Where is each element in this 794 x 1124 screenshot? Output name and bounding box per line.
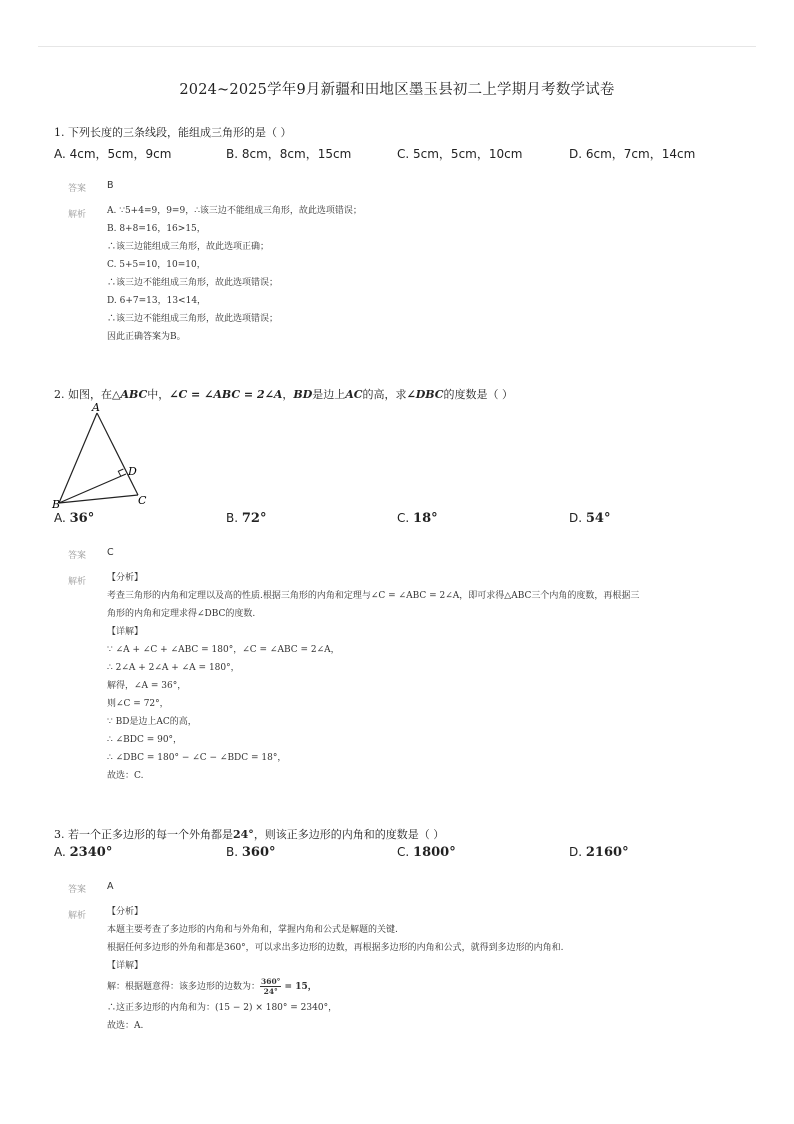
analysis-line: 则∠C = 72°，	[107, 699, 169, 709]
analysis-line-fraction: 解：根据题意得：该多边形的边数为： $\frac{360^\circ}{24^\circ}$ = 15，	[107, 977, 317, 996]
analysis-line: 本题主要考查了多边形的内角和与外角和，掌握内角和公式是解题的关键.	[107, 925, 398, 935]
analysis-line: 故选：A.	[107, 1021, 144, 1031]
analysis-line: ∴该三边能组成三角形，故此选项正确；	[107, 242, 270, 252]
q2-analysis-label: 解析	[68, 577, 87, 587]
analysis-line: ∴该三边不能组成三角形，故此选项错误；	[107, 278, 279, 288]
analysis-line: ∴ ∠BDC = 90°，	[107, 735, 183, 745]
q1-option-b[interactable]: B. 8cm，8cm，15cm	[226, 147, 352, 161]
q1-stem: 1. 下列长度的三条线段，能组成三角形的是（ ）	[54, 126, 292, 139]
q3-options	[54, 845, 754, 863]
analysis-line: 解得，∠A = 36°，	[107, 681, 187, 691]
q2-option-a[interactable]: A. 36°	[54, 511, 95, 526]
q2-option-c[interactable]: C. 18°	[397, 511, 438, 526]
q1-analysis-label: 解析	[68, 210, 87, 220]
analysis-line: D. 6+7=13，13<14，	[107, 296, 207, 306]
analysis-line: ∴ ∠DBC = 180° − ∠C − ∠BDC = 18°，	[107, 753, 287, 763]
q3-answer-value: A	[107, 881, 114, 892]
q2-answer-value: C	[107, 547, 114, 558]
q2-option-d[interactable]: D. 54°	[569, 511, 611, 526]
analysis-line: 【分析】	[107, 907, 144, 917]
vertex-label-d: D	[128, 465, 137, 478]
analysis-line: 根据任何多边形的外角和都是360°，可以求出多边形的边数，再根据多边形的内角和公式，就得到多边形的内角和.	[107, 943, 564, 953]
analysis-line: ∴这正多边形的内角和为：(15 − 2) × 180° = 2340°，	[107, 1003, 338, 1013]
side-ac	[97, 413, 138, 495]
q2-options	[54, 511, 754, 529]
q3-stem: 3. 若一个正多边形的每一个外角都是24°，则该正多边形的内角和的度数是（ ）	[54, 828, 445, 841]
q1-analysis	[107, 202, 362, 346]
analysis-line: 角形的内角和定理求得∠DBC的度数.	[107, 609, 256, 619]
analysis-line: 考查三角形的内角和定理以及高的性质.根据三角形的内角和定理与∠C = ∠ABC = 2∠A，即可求得△ABC三个内角的度数，再根据三	[107, 591, 640, 601]
vertex-label-c: C	[138, 494, 147, 507]
analysis-line: B. 8+8=16，16>15，	[107, 224, 206, 234]
q3-option-d[interactable]: D. 2160°	[569, 845, 629, 860]
analysis-line: ∴该三边不能组成三角形，故此选项错误；	[107, 314, 279, 324]
top-divider	[38, 46, 756, 47]
vertex-label-b: B	[52, 498, 61, 511]
page-title: 2024~2025学年9月新疆和田地区墨玉县初二上学期月考数学试卷	[179, 82, 615, 98]
q2-option-b[interactable]: B. 72°	[226, 511, 267, 526]
q3-analysis-label: 解析	[68, 911, 87, 921]
q3-option-c[interactable]: C. 1800°	[397, 845, 456, 860]
q1-option-c[interactable]: C. 5cm，5cm，10cm	[397, 147, 523, 161]
vertex-label-a: A	[92, 401, 100, 414]
side-bc	[59, 495, 138, 503]
q1-options	[54, 145, 754, 163]
analysis-line: 【详解】	[107, 627, 144, 637]
q2-stem: 2. 如图，在△ABC中，∠C = ∠ABC = 2∠A，BD是边上AC的高，求∠DBC的度数是（ ）	[54, 388, 514, 401]
q3-option-b[interactable]: B. 360°	[226, 845, 276, 860]
analysis-line: 【详解】	[107, 961, 144, 971]
q1-answer-label: 答案	[68, 184, 87, 194]
q3-option-a[interactable]: A. 2340°	[54, 845, 113, 860]
q2-answer-label: 答案	[68, 551, 87, 561]
q2-analysis	[107, 569, 639, 785]
q1-answer-value: B	[107, 180, 114, 191]
fraction: $\frac{360^\circ}{24^\circ}$	[261, 977, 281, 996]
analysis-line: C. 5+5=10，10=10，	[107, 260, 206, 270]
q1-option-d[interactable]: D. 6cm，7cm，14cm	[569, 147, 696, 161]
q3-answer-label: 答案	[68, 885, 87, 895]
analysis-line: A. ∵5+4=9，9=9，∴该三边不能组成三角形，故此选项错误；	[107, 206, 362, 216]
q1-option-a[interactable]: A. 4cm，5cm，9cm	[54, 147, 172, 161]
q3-analysis	[107, 903, 564, 1035]
analysis-line: 【分析】	[107, 573, 144, 583]
analysis-line: ∵ ∠A + ∠C + ∠ABC = 180°，∠C = ∠ABC = 2∠A，	[107, 645, 340, 655]
analysis-line: ∵ BD是边上AC的高，	[107, 717, 197, 727]
analysis-line: 因此正确答案为B。	[107, 332, 186, 342]
analysis-line: ∴ 2∠A + 2∠A + ∠A = 180°，	[107, 663, 240, 673]
analysis-line: 故选：C.	[107, 771, 144, 781]
triangle-figure	[50, 400, 160, 512]
